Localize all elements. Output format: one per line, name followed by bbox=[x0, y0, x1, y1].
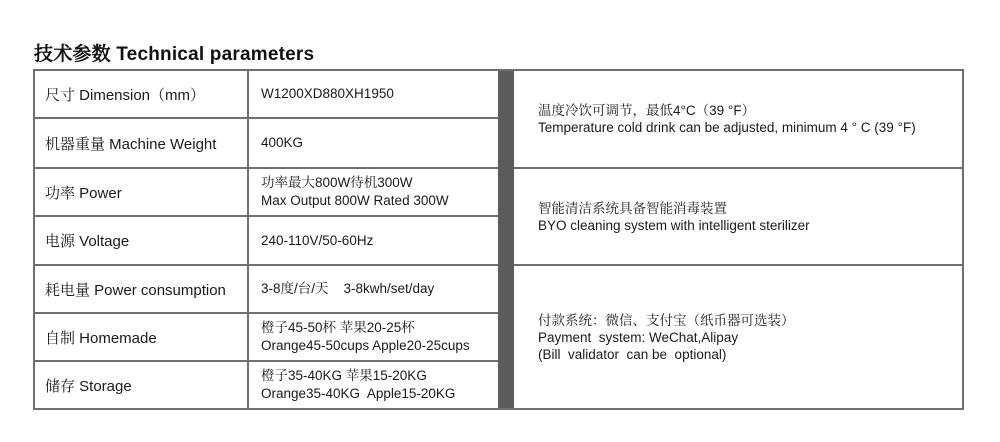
feature-text: 温度冷饮可调节，最低4°C（39 °F） bbox=[538, 103, 756, 118]
row-value-text: Max Output 800W Rated 300W bbox=[261, 193, 449, 208]
row-label-text: 机器重量 Machine Weight bbox=[45, 135, 217, 153]
row-label-text: 耗电量 Power consumption bbox=[45, 281, 226, 299]
power-consumption-value bbox=[249, 266, 498, 312]
storage-label bbox=[35, 362, 247, 408]
machine-weight-label bbox=[35, 119, 247, 167]
voltage-value bbox=[249, 217, 498, 264]
feature-text: Payment system: WeChat,Alipay bbox=[538, 329, 739, 345]
row-value-text: 橙子35-40KG 苹果15-20KG bbox=[261, 368, 427, 383]
feature-text: 智能清洁系统具备智能消毒装置 bbox=[538, 200, 727, 216]
row-value-text: W1200XD880XH1950 bbox=[261, 86, 394, 101]
feature-payment bbox=[514, 266, 962, 408]
column-divider-bar bbox=[498, 71, 514, 408]
dimension-value bbox=[249, 71, 498, 117]
row-value-text: 功率最大800W待机300W bbox=[261, 175, 413, 190]
row-label-text: 尺寸 Dimension（mm） bbox=[45, 86, 206, 104]
feature-cleaning bbox=[514, 169, 962, 264]
row-label-text: 功率 Power bbox=[45, 184, 122, 202]
feature-text: 付款系统：微信、支付宝（纸币器可选装） bbox=[538, 312, 795, 328]
feature-text: (Bill validator can be optional) bbox=[538, 346, 727, 362]
row-label-text: 电源 Voltage bbox=[45, 233, 130, 250]
row-value-text: Orange45-50cups Apple20-25cups bbox=[261, 338, 470, 353]
power-value bbox=[249, 169, 498, 215]
feature-text: BYO cleaning system with intelligent sterilizer bbox=[538, 217, 810, 233]
feature-temperature bbox=[514, 71, 962, 167]
voltage-label bbox=[35, 217, 247, 264]
row-label-text: 储存 Storage bbox=[45, 377, 132, 395]
feature-text: Temperature cold drink can be adjusted, minimum 4 ° C (39 °F) bbox=[538, 120, 916, 135]
dimension-label bbox=[35, 71, 247, 117]
row-value-text: 3-8度/台/天 3-8kwh/set/day bbox=[261, 281, 435, 296]
row-value-text: 橙子45-50杯 苹果20-25杯 bbox=[261, 320, 415, 335]
storage-value bbox=[249, 362, 498, 408]
page-title: 技术参数 Technical parameters bbox=[34, 44, 315, 65]
power-label bbox=[35, 169, 247, 215]
machine-weight-value bbox=[249, 119, 498, 167]
row-label-text: 自制 Homemade bbox=[45, 329, 157, 347]
homemade-value bbox=[249, 314, 498, 360]
homemade-label bbox=[35, 314, 247, 360]
row-value-text: 400KG bbox=[261, 135, 304, 150]
row-value-text: 240-110V/50-60Hz bbox=[261, 232, 374, 248]
power-consumption-label bbox=[35, 266, 247, 312]
row-value-text: Orange35-40KG Apple15-20KG bbox=[261, 386, 456, 401]
